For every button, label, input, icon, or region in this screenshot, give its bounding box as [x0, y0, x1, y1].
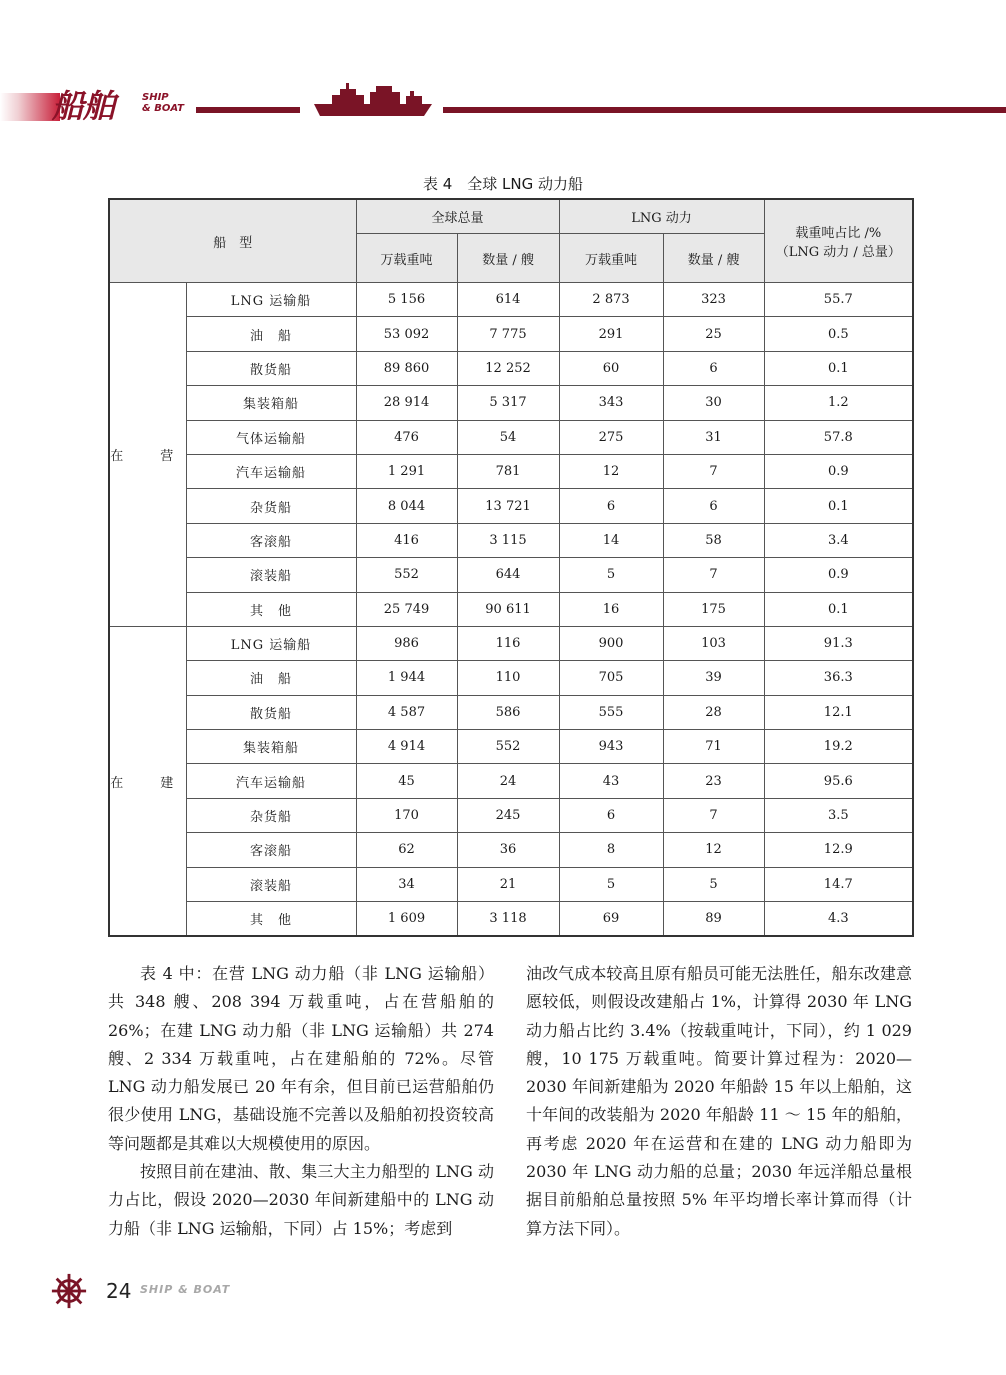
- table-row: [109, 351, 913, 385]
- cell-lng-dwt: 69: [559, 902, 663, 937]
- header-lng-dwt: 万载重吨: [559, 234, 663, 283]
- cell-lng-count: 31: [663, 420, 764, 454]
- paragraph: 按照目前在建油、散、集三大主力船型的 LNG 动力占比，假设 2020—2030 年间新建船中的 LNG 动力船（非 LNG 运输船，下同）占 15%；考虑到: [108, 1162, 494, 1238]
- journal-logo-en: [142, 92, 192, 114]
- cell-ship-type: 滚装船: [186, 867, 356, 901]
- cell-ratio: 12.9: [764, 833, 913, 867]
- cell-lng-dwt: 291: [559, 317, 663, 351]
- cell-lng-count: 323: [663, 283, 764, 317]
- cell-total-dwt: 416: [356, 523, 457, 557]
- header-gradient-bar: [0, 93, 60, 121]
- cell-total-dwt: 89 860: [356, 351, 457, 385]
- cell-lng-dwt: 6: [559, 489, 663, 523]
- body-column-left: [108, 960, 494, 1243]
- cell-lng-dwt: 5: [559, 558, 663, 592]
- cell-lng-count: 103: [663, 626, 764, 660]
- cell-lng-dwt: 555: [559, 695, 663, 729]
- cell-ship-type: 汽车运输船: [186, 454, 356, 488]
- cell-total-dwt: 170: [356, 798, 457, 832]
- cell-total-dwt: 62: [356, 833, 457, 867]
- cell-lng-count: 7: [663, 454, 764, 488]
- cell-lng-dwt: 14: [559, 523, 663, 557]
- cell-ship-type: 滚装船: [186, 558, 356, 592]
- header-total-dwt: 万载重吨: [356, 234, 457, 283]
- cell-lng-dwt: 12: [559, 454, 663, 488]
- table-row: [109, 626, 913, 660]
- cell-total-dwt: 8 044: [356, 489, 457, 523]
- cell-ratio: 91.3: [764, 626, 913, 660]
- cell-total-dwt: 4 914: [356, 730, 457, 764]
- table-row: [109, 902, 913, 937]
- cell-lng-dwt: 275: [559, 420, 663, 454]
- header-rule-left: [196, 107, 300, 113]
- cell-ratio: 0.1: [764, 351, 913, 385]
- cell-total-count: 24: [457, 764, 559, 798]
- cell-total-dwt: 552: [356, 558, 457, 592]
- cell-total-count: 552: [457, 730, 559, 764]
- cell-lng-count: 25: [663, 317, 764, 351]
- table-body: [109, 283, 913, 937]
- cell-ratio: 36.3: [764, 661, 913, 695]
- table-row: [109, 661, 913, 695]
- cell-ship-type: 客滚船: [186, 833, 356, 867]
- cell-ship-type: 客滚船: [186, 523, 356, 557]
- cell-total-count: 781: [457, 454, 559, 488]
- cell-ratio: 57.8: [764, 420, 913, 454]
- ship-icon: [312, 82, 434, 118]
- cell-lng-dwt: 943: [559, 730, 663, 764]
- cell-total-dwt: 1 291: [356, 454, 457, 488]
- footer-brand: SHIP & BOAT: [140, 1283, 231, 1296]
- cell-ratio: 19.2: [764, 730, 913, 764]
- table-row: [109, 317, 913, 351]
- table-row: [109, 489, 913, 523]
- cell-total-count: 116: [457, 626, 559, 660]
- cell-total-dwt: 4 587: [356, 695, 457, 729]
- cell-lng-count: 175: [663, 592, 764, 626]
- cell-lng-dwt: 900: [559, 626, 663, 660]
- logo-en-line2: & BOAT: [142, 103, 184, 114]
- cell-total-dwt: 986: [356, 626, 457, 660]
- group-label: 在 营: [109, 283, 186, 627]
- cell-lng-count: 39: [663, 661, 764, 695]
- cell-lng-dwt: 705: [559, 661, 663, 695]
- table-row: [109, 730, 913, 764]
- journal-logo-cn: 船舶: [52, 87, 115, 125]
- cell-total-count: 614: [457, 283, 559, 317]
- cell-ratio: 1.2: [764, 386, 913, 420]
- cell-ratio: 4.3: [764, 902, 913, 937]
- header-rule-right: [443, 107, 1006, 113]
- cell-ratio: 0.1: [764, 592, 913, 626]
- table-row: [109, 798, 913, 832]
- body-column-right: [526, 960, 912, 1243]
- cell-lng-dwt: 8: [559, 833, 663, 867]
- page-number: 24: [106, 1279, 132, 1303]
- cell-lng-count: 23: [663, 764, 764, 798]
- cell-total-count: 3 118: [457, 902, 559, 937]
- table-row: [109, 695, 913, 729]
- cell-lng-count: 5: [663, 867, 764, 901]
- cell-lng-count: 71: [663, 730, 764, 764]
- cell-total-dwt: 476: [356, 420, 457, 454]
- header-lng-count: 数量 / 艘: [663, 234, 764, 283]
- cell-ship-type: 散货船: [186, 351, 356, 385]
- cell-total-dwt: 34: [356, 867, 457, 901]
- cell-ratio: 0.1: [764, 489, 913, 523]
- table-row: [109, 558, 913, 592]
- cell-lng-count: 7: [663, 558, 764, 592]
- table-row: [109, 592, 913, 626]
- cell-total-count: 90 611: [457, 592, 559, 626]
- group-label: 在 建: [109, 626, 186, 936]
- cell-total-count: 13 721: [457, 489, 559, 523]
- cell-lng-count: 30: [663, 386, 764, 420]
- cell-total-count: 245: [457, 798, 559, 832]
- cell-total-count: 586: [457, 695, 559, 729]
- cell-total-count: 21: [457, 867, 559, 901]
- header-ratio-line2: （LNG 动力 / 总量）: [775, 245, 901, 260]
- header-global-total: 全球总量: [356, 199, 559, 234]
- cell-total-dwt: 25 749: [356, 592, 457, 626]
- cell-total-count: 644: [457, 558, 559, 592]
- header-ratio-line1: 载重吨占比 /%: [795, 226, 882, 241]
- cell-lng-count: 6: [663, 351, 764, 385]
- cell-ratio: 3.5: [764, 798, 913, 832]
- cell-ship-type: 散货船: [186, 695, 356, 729]
- cell-ship-type: 汽车运输船: [186, 764, 356, 798]
- cell-ratio: 12.1: [764, 695, 913, 729]
- cell-ship-type: 杂货船: [186, 489, 356, 523]
- paragraph: 油改气成本较高且原有船员可能无法胜任，船东改建意愿较低，则假设改建船占 1%，计算得 2030 年 LNG 动力船占比约 3.4%（按载重吨计，下同），约 1 029 艘，10 175 万载重吨。简要计算过程为：2020—2030 年间新建船为 2020 年船龄 15 年以上船舶，这十年间的改装船为 2020 年船龄 11 ～ 15 年的船舶，再考虑 2020 年在运营和在建的 LNG 动力船即为 2030 年 LNG 动力船的总量；2030 年远洋船总量根据目前船舶总量按照 5% 年平均增长率计算而得（计算方法下同）。: [526, 964, 912, 1238]
- cell-total-dwt: 1 944: [356, 661, 457, 695]
- cell-ship-type: 油 船: [186, 661, 356, 695]
- cell-lng-dwt: 60: [559, 351, 663, 385]
- cell-lng-dwt: 343: [559, 386, 663, 420]
- cell-lng-dwt: 5: [559, 867, 663, 901]
- cell-total-dwt: 53 092: [356, 317, 457, 351]
- cell-lng-dwt: 43: [559, 764, 663, 798]
- cell-ratio: 0.5: [764, 317, 913, 351]
- cell-ship-type: 气体运输船: [186, 420, 356, 454]
- cell-ratio: 0.9: [764, 454, 913, 488]
- cell-total-count: 54: [457, 420, 559, 454]
- cell-ratio: 0.9: [764, 558, 913, 592]
- header-ship-type: 船 型: [109, 199, 356, 283]
- cell-ship-type: 其 他: [186, 592, 356, 626]
- cell-lng-count: 58: [663, 523, 764, 557]
- cell-total-count: 36: [457, 833, 559, 867]
- cell-total-count: 110: [457, 661, 559, 695]
- table-row: [109, 764, 913, 798]
- cell-lng-count: 6: [663, 489, 764, 523]
- cell-ship-type: LNG 运输船: [186, 626, 356, 660]
- cell-total-dwt: 1 609: [356, 902, 457, 937]
- table-row: [109, 386, 913, 420]
- cell-ratio: 14.7: [764, 867, 913, 901]
- table-row: [109, 454, 913, 488]
- ship-wheel-icon: [50, 1272, 88, 1310]
- cell-lng-dwt: 16: [559, 592, 663, 626]
- cell-lng-count: 7: [663, 798, 764, 832]
- table-row: [109, 833, 913, 867]
- cell-total-count: 3 115: [457, 523, 559, 557]
- cell-ratio: 95.6: [764, 764, 913, 798]
- cell-total-count: 5 317: [457, 386, 559, 420]
- table-row: [109, 420, 913, 454]
- cell-total-dwt: 28 914: [356, 386, 457, 420]
- header-lng-power: LNG 动力: [559, 199, 764, 234]
- cell-ship-type: 油 船: [186, 317, 356, 351]
- cell-lng-dwt: 2 873: [559, 283, 663, 317]
- cell-ship-type: 集装箱船: [186, 386, 356, 420]
- header-ratio: [764, 199, 913, 283]
- cell-lng-count: 28: [663, 695, 764, 729]
- cell-lng-dwt: 6: [559, 798, 663, 832]
- cell-ratio: 3.4: [764, 523, 913, 557]
- table-head: [109, 199, 913, 283]
- cell-total-dwt: 45: [356, 764, 457, 798]
- logo-en-line1: SHIP: [142, 92, 169, 103]
- cell-ship-type: LNG 运输船: [186, 283, 356, 317]
- cell-ship-type: 其 他: [186, 902, 356, 937]
- cell-total-count: 7 775: [457, 317, 559, 351]
- cell-total-count: 12 252: [457, 351, 559, 385]
- cell-ratio: 55.7: [764, 283, 913, 317]
- cell-lng-count: 89: [663, 902, 764, 937]
- table-row: [109, 283, 913, 317]
- table-row: [109, 867, 913, 901]
- cell-ship-type: 杂货船: [186, 798, 356, 832]
- table-row: [109, 523, 913, 557]
- cell-total-dwt: 5 156: [356, 283, 457, 317]
- header-total-count: 数量 / 艘: [457, 234, 559, 283]
- paragraph: 表 4 中：在营 LNG 动力船（非 LNG 运输船）共 348 艘、208 394 万载重吨，占在营船舶的 26%；在建 LNG 动力船（非 LNG 运输船）共 274 艘、2 334 万载重吨，占在建船舶的 72%。尽管 LNG 动力船发展已 20 年有余，但目前已运营船舶仍很少使用 LNG，基础设施不完善以及船舶初投资较高等问题都是其难以大规模使用的原因。: [108, 964, 494, 1153]
- cell-lng-count: 12: [663, 833, 764, 867]
- table-caption: 表 4 全球 LNG 动力船: [422, 175, 584, 193]
- cell-ship-type: 集装箱船: [186, 730, 356, 764]
- lng-ship-table: [108, 198, 914, 937]
